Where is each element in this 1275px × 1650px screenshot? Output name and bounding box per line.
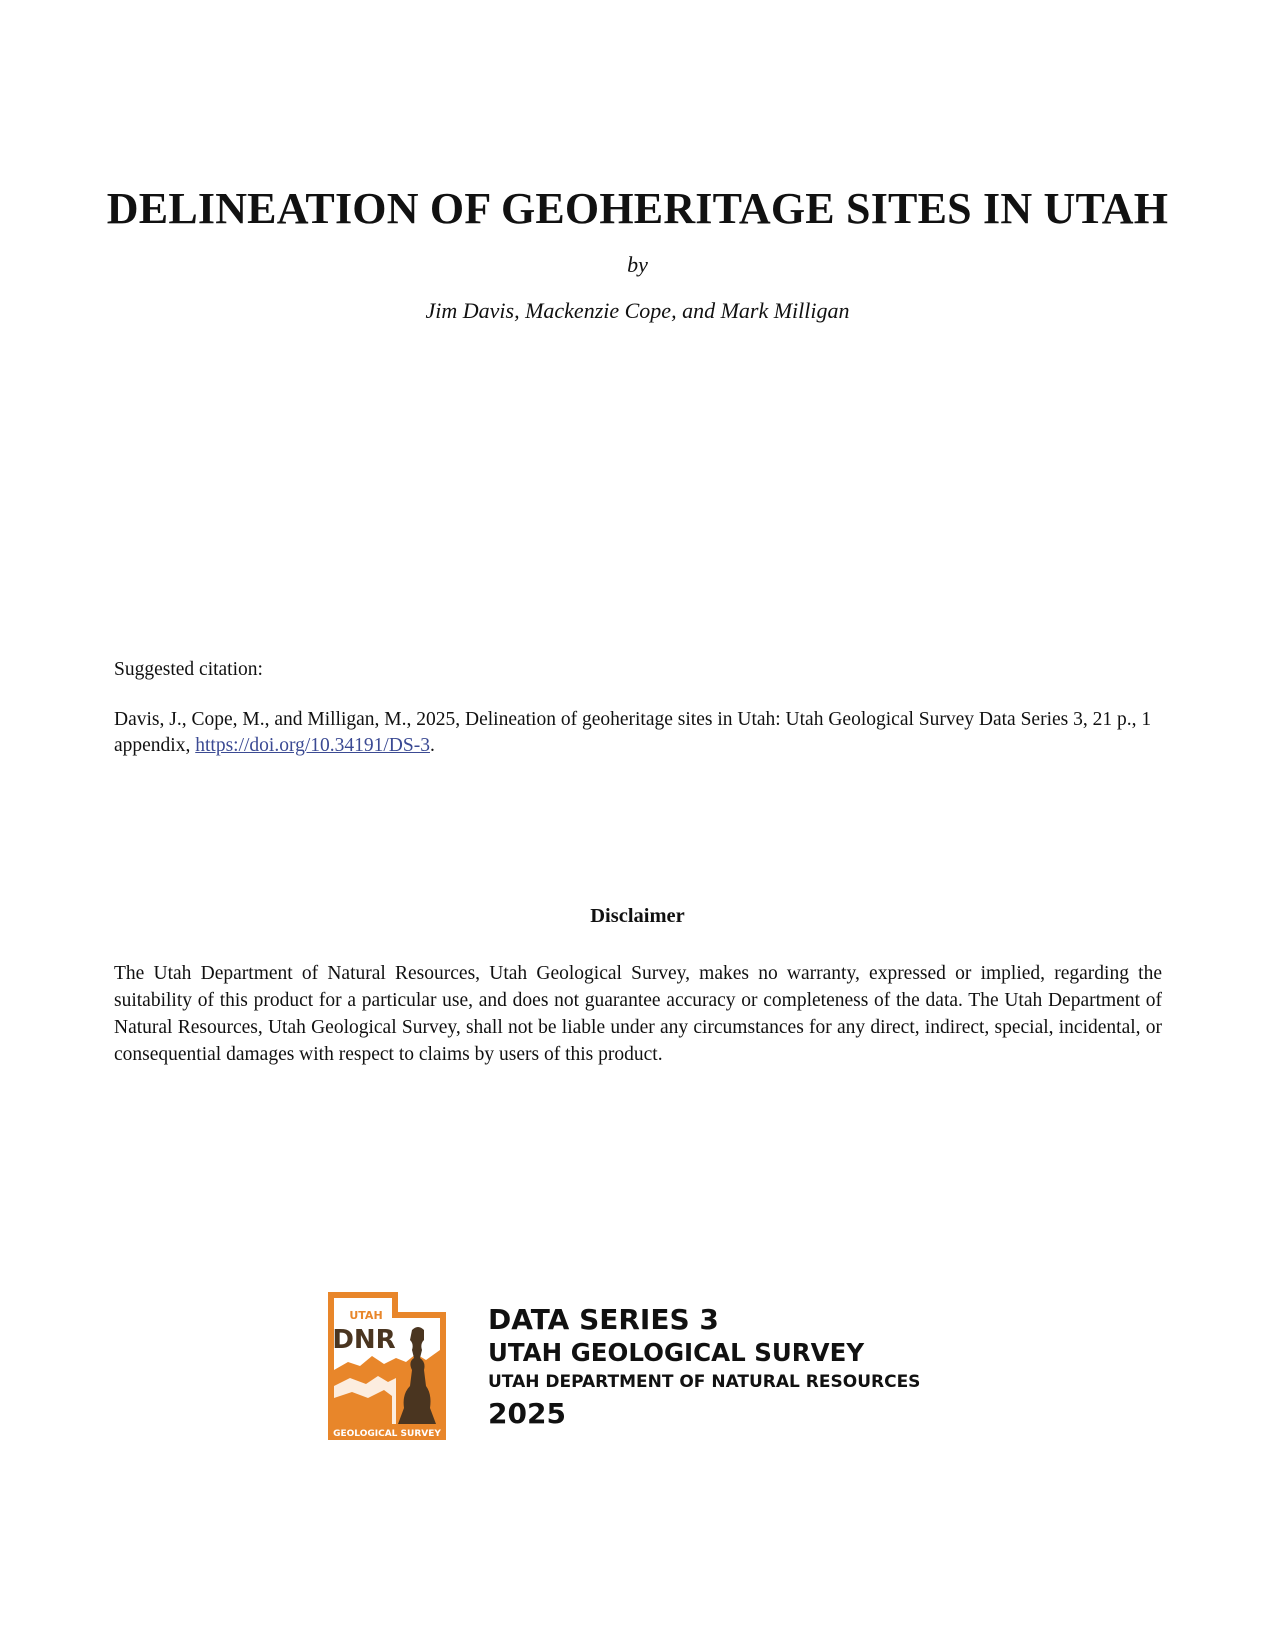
utah-dnr-logo-graphic xyxy=(326,1290,450,1442)
publication-block xyxy=(488,1303,921,1430)
by-line: by xyxy=(627,252,648,277)
logo-geological-survey-text: GEOLOGICAL SURVEY xyxy=(333,1429,441,1439)
series-label: DATA SERIES 3 xyxy=(488,1303,719,1336)
ugs-logo xyxy=(326,1290,450,1442)
citation-end: . xyxy=(429,735,435,756)
citation-text xyxy=(114,707,1164,759)
document-title: DELINEATION OF GEOHERITAGE SITES IN UTAH xyxy=(106,184,1169,233)
authors: Jim Davis, Mackenzie Cope, and Mark Milligan xyxy=(425,298,850,323)
disclaimer-heading: Disclaimer xyxy=(590,905,685,927)
doi-link[interactable]: https://doi.org/10.34191/DS-3 xyxy=(195,735,430,756)
agency-label: UTAH GEOLOGICAL SURVEY xyxy=(488,1338,865,1367)
publication-year: 2025 xyxy=(488,1396,566,1430)
citation-body: Davis, J., Cope, M., and Milligan, M., 2025, Delineation of geoheritage sites in Utah: Utah Geological Survey Data Series 3, 21 p., 1 appendix, xyxy=(114,709,1152,756)
logo-utah-text: UTAH xyxy=(349,1309,383,1322)
logo-dnr-text: DNR xyxy=(332,1325,396,1355)
citation-label: Suggested citation: xyxy=(114,659,263,680)
disclaimer-text: The Utah Department of Natural Resources, Utah Geological Survey, makes no warranty, expressed or implied, regarding the suitability of this product for a particular use, and does not guarantee accuracy or completeness of the data. The Utah Department of Natural Resources, Utah Geological Survey, shall not be liable under any circumstances for any direct, indirect, special, incidental, or consequential damages with respect to claims by users of this product. xyxy=(114,963,1162,1065)
department-label: UTAH DEPARTMENT OF NATURAL RESOURCES xyxy=(488,1371,921,1392)
